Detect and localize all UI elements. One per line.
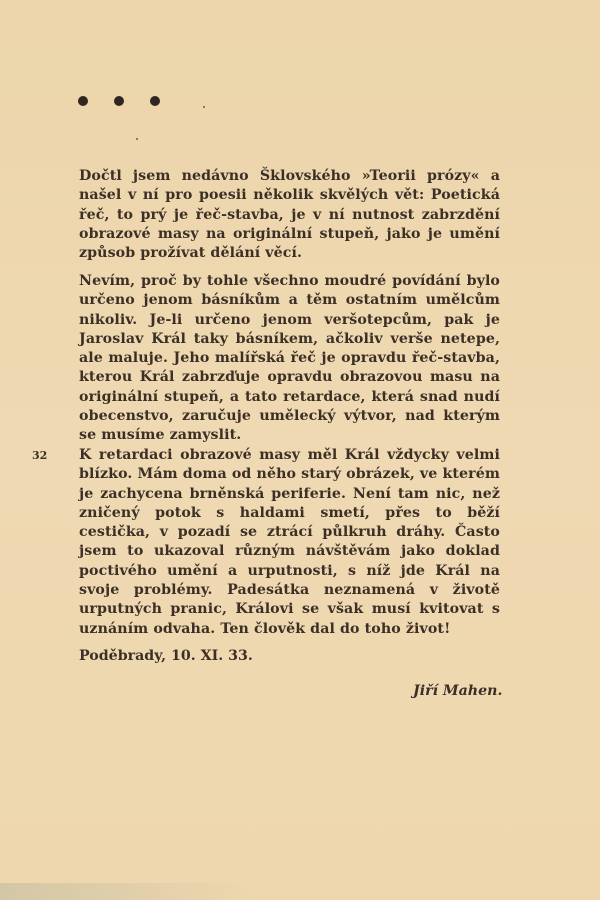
- page-number: 32: [32, 449, 48, 462]
- author-signature: Jiří Mahen.: [413, 683, 503, 699]
- paper-speck: [136, 138, 138, 140]
- place-date: Poděbrady, 10. XI. 33.: [79, 648, 253, 664]
- paragraph-text: Dočtl jsem nedávno Šklovského »Teorii prózy« a našel v ní pro poesii několik skvělých vět: Poetická řeč, to prý je řeč-stavba, je v ní nutnost zabrzdění obrazové masy na originální stupeň, jako je umění způsob prožívat dělání věcí.: [79, 168, 500, 262]
- bullet-icon: [114, 96, 124, 106]
- paragraph-text: K retardaci obrazové masy měl Král vždycky velmi blízko. Mám doma od něho starý obrázek, ve kterém je zachycena brněnská periferie. Není tam nic, než zničený potok s haldami smetí, přes to běží cestička, v pozadí se ztrácí půlkruh dráhy. Často jsem to ukazoval různým návštěvám jako doklad poctivého umění a urputnosti, s níž jde Král na svoje problémy. Padesátka neznamená v životě urputných pranic, Královi se však musí kvitovat s uznáním odvaha. Ten člověk dal do toho život!: [79, 447, 500, 637]
- paragraph-3: [79, 446, 500, 639]
- paragraph-2: [79, 272, 500, 446]
- bullet-icon: [150, 96, 160, 106]
- section-ornament: [78, 96, 160, 106]
- paper-speck: [203, 106, 205, 108]
- scan-shadow: [0, 883, 260, 900]
- bullet-icon: [78, 96, 88, 106]
- paragraph-text: Nevím, proč by tohle všechno moudré povídání bylo určeno jenom básníkům a těm ostatním umělcům nikoliv. Je-li určeno jenom veršotepcům, pak je Jaroslav Král taky básníkem, ačkoliv verše netepe, ale maluje. Jeho malířská řeč je opravdu řeč-stavba, kterou Král zabrzďuje opravdu obrazovou masu na originální stupeň, a tato retardace, která snad nudí obecenstvo, zaručuje umělecký výtvor, nad kterým se musíme zamyslit.: [79, 273, 500, 444]
- paragraph-1: [79, 167, 500, 263]
